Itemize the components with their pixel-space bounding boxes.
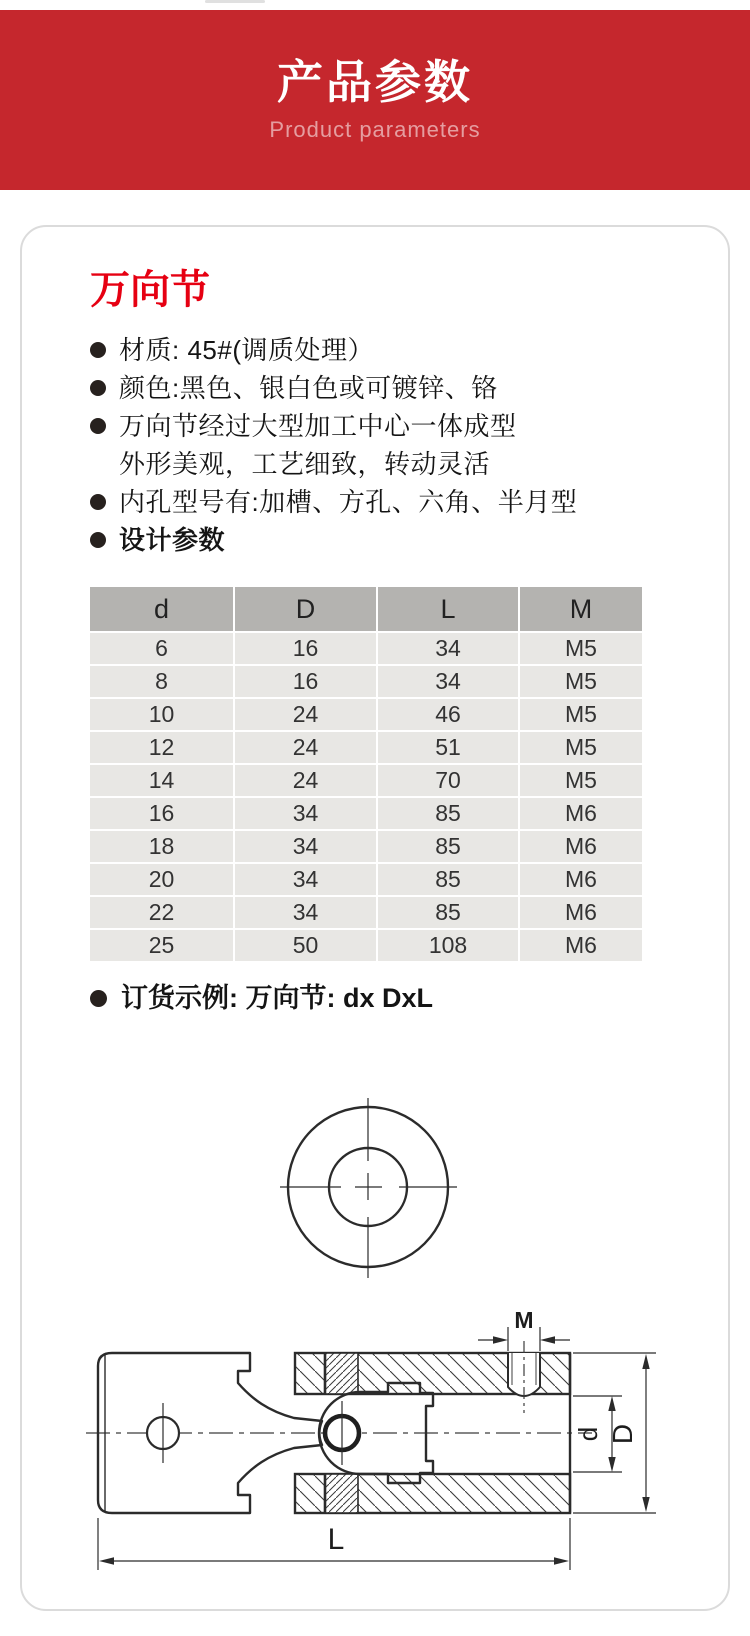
bearing-block-top xyxy=(325,1353,358,1394)
table-header-row xyxy=(90,587,642,631)
table-cell: 20 xyxy=(90,862,235,895)
spec-text: 内孔型号有:加槽、方孔、六角、半月型 xyxy=(119,487,578,517)
spec-text: 材质: 45#(调质处理） xyxy=(119,335,374,365)
table-cell: M5 xyxy=(520,697,642,730)
table-cell: 34 xyxy=(235,895,378,928)
order-example-note xyxy=(90,983,660,1013)
table-row xyxy=(90,631,642,664)
table-cell: M5 xyxy=(520,730,642,763)
column-header-D: D xyxy=(235,587,378,631)
spec-item-process xyxy=(90,407,660,445)
column-header-M: M xyxy=(520,587,642,631)
table-cell: 22 xyxy=(90,895,235,928)
table-row xyxy=(90,928,642,961)
table-cell: 24 xyxy=(235,763,378,796)
table-row xyxy=(90,664,642,697)
bullet-dot-icon xyxy=(90,532,106,548)
spec-item-bore-types xyxy=(90,483,660,521)
spec-item-process-cont xyxy=(90,445,660,483)
table-row xyxy=(90,763,642,796)
table-cell: 16 xyxy=(235,664,378,697)
table-cell: 14 xyxy=(90,763,235,796)
design-parameters-table xyxy=(90,587,642,961)
table-cell: 34 xyxy=(378,631,520,664)
table-cell: M6 xyxy=(520,895,642,928)
table-row xyxy=(90,796,642,829)
table-cell: M6 xyxy=(520,829,642,862)
dim-label-l: L xyxy=(327,1523,345,1556)
dim-label-d: d xyxy=(573,1426,603,1442)
product-title: 万向节 xyxy=(90,268,210,312)
params-table-body xyxy=(90,631,642,961)
table-cell: 46 xyxy=(378,697,520,730)
bullet-dot-icon xyxy=(90,418,106,434)
table-cell: 24 xyxy=(235,730,378,763)
table-cell: M6 xyxy=(520,796,642,829)
table-cell: 85 xyxy=(378,829,520,862)
table-cell: 18 xyxy=(90,829,235,862)
table-cell: M5 xyxy=(520,763,642,796)
table-row xyxy=(90,895,642,928)
spec-list xyxy=(90,331,660,559)
spec-text: 外形美观，工艺细致，转动灵活 xyxy=(119,449,491,479)
spec-item-color xyxy=(90,369,660,407)
table-cell: M5 xyxy=(520,631,642,664)
table-cell: 8 xyxy=(90,664,235,697)
table-cell: 25 xyxy=(90,928,235,961)
table-cell: 10 xyxy=(90,697,235,730)
table-cell: M6 xyxy=(520,928,642,961)
product-parameters-card xyxy=(20,225,730,1611)
table-cell: 50 xyxy=(235,928,378,961)
bullet-dot-icon xyxy=(90,380,106,396)
front-view-drawing xyxy=(280,1098,457,1278)
bearing-block-bottom xyxy=(325,1474,358,1513)
table-row xyxy=(90,697,642,730)
table-cell: 34 xyxy=(235,829,378,862)
spec-text: 设计参数 xyxy=(119,525,226,555)
technical-drawings xyxy=(22,1013,728,1611)
table-cell: 85 xyxy=(378,796,520,829)
spec-item-design-params xyxy=(90,521,660,559)
table-cell: 16 xyxy=(90,796,235,829)
side-view-drawing xyxy=(86,1307,656,1570)
table-cell: 34 xyxy=(378,664,520,697)
table-cell: M5 xyxy=(520,664,642,697)
top-edge-remnant xyxy=(205,0,265,3)
section-banner xyxy=(0,10,750,190)
bullet-dot-icon xyxy=(90,990,107,1007)
table-cell: 70 xyxy=(378,763,520,796)
banner-subtitle: Product parameters xyxy=(269,116,481,142)
dim-label-big-d: D xyxy=(607,1423,638,1445)
table-cell: M6 xyxy=(520,862,642,895)
bullet-dot-icon xyxy=(90,494,106,510)
spec-text: 颜色:黑色、银白色或可镀锌、铬 xyxy=(119,373,498,403)
table-row xyxy=(90,862,642,895)
table-cell: 85 xyxy=(378,895,520,928)
table-cell: 34 xyxy=(235,862,378,895)
order-example-text: 订货示例: 万向节: dx DxL xyxy=(121,983,434,1013)
table-row xyxy=(90,829,642,862)
column-header-d: d xyxy=(90,587,235,631)
dim-label-m: M xyxy=(514,1307,534,1333)
table-cell: 51 xyxy=(378,730,520,763)
table-cell: 6 xyxy=(90,631,235,664)
spec-text: 万向节经过大型加工中心一体成型 xyxy=(119,411,517,441)
banner-title: 产品参数 xyxy=(277,56,473,109)
table-cell: 12 xyxy=(90,730,235,763)
column-header-L: L xyxy=(378,587,520,631)
bullet-dot-icon xyxy=(90,342,106,358)
table-row xyxy=(90,730,642,763)
table-cell: 34 xyxy=(235,796,378,829)
table-cell: 85 xyxy=(378,862,520,895)
table-cell: 16 xyxy=(235,631,378,664)
table-cell: 108 xyxy=(378,928,520,961)
table-cell: 24 xyxy=(235,697,378,730)
spec-item-material xyxy=(90,331,660,369)
